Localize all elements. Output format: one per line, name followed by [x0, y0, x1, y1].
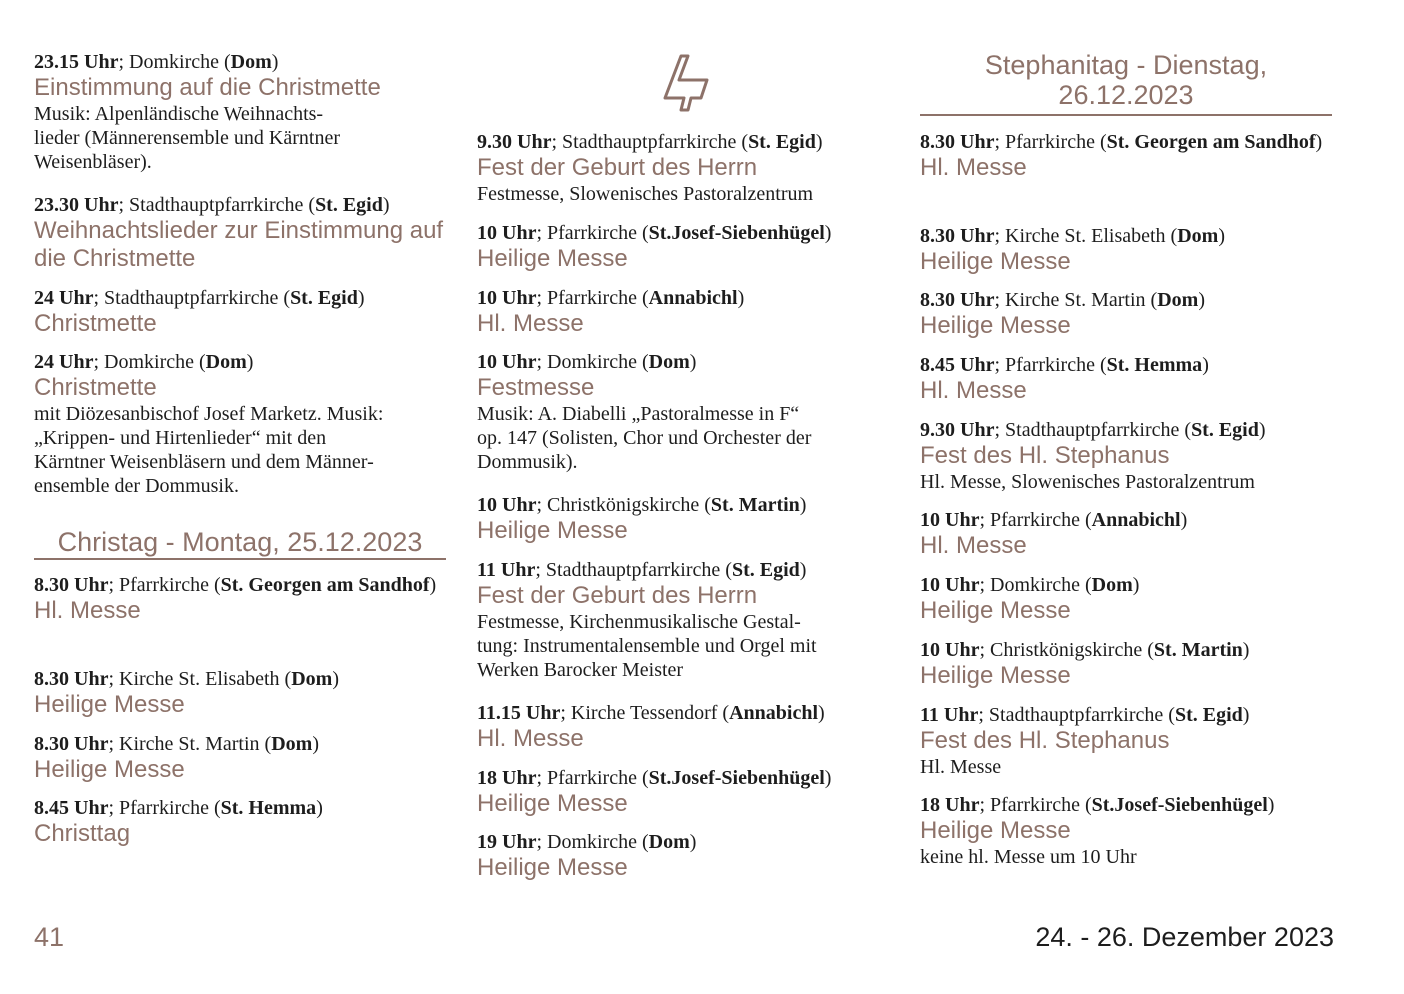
paren-close: ) [799, 559, 807, 581]
service-entry [34, 50, 446, 174]
service-title: Heilige Messe [920, 597, 1071, 624]
separator: ; [536, 222, 548, 244]
service-time-location [920, 224, 1332, 248]
service-entry [920, 508, 1332, 560]
parish-name: St. Egid [1174, 704, 1243, 726]
church-name: Pfarrkirche [1005, 131, 1095, 153]
paren-open: ( [1145, 289, 1158, 311]
parish-name: St. Hemma [1106, 354, 1203, 376]
church-name: Pfarrkirche [990, 509, 1080, 531]
paren-close: ) [1315, 131, 1323, 153]
paren-open: ( [1142, 639, 1154, 661]
service-time-location [920, 573, 1332, 597]
paren-close: ) [1132, 574, 1140, 596]
parish-name: Annabichl [648, 287, 738, 309]
paren-open: ( [1094, 131, 1107, 153]
service-entry [920, 638, 1332, 690]
paren-close: ) [737, 287, 745, 309]
service-time-location [34, 286, 446, 310]
paren-open: ( [717, 702, 730, 724]
service-time-location [477, 558, 891, 582]
service-time-location [920, 703, 1332, 727]
service-time: 23.30 Uhr [34, 194, 119, 216]
parish-name: St. Hemma [220, 797, 317, 819]
page-number: 41 [34, 922, 65, 952]
separator: ; [536, 767, 548, 789]
service-time: 9.30 Uhr [477, 131, 552, 153]
paren-open: ( [278, 287, 291, 309]
paren-close: ) [271, 51, 279, 73]
service-entry [34, 286, 446, 338]
parish-name: St. Georgen am Sandhof [1106, 131, 1316, 153]
service-entry [920, 418, 1332, 494]
service-title: Heilige Messe [920, 312, 1071, 339]
service-title: Christtag [34, 820, 131, 847]
service-title: Fest des Hl. Stephanus [920, 727, 1170, 754]
service-entry [477, 286, 891, 338]
paren-open: ( [1094, 354, 1107, 376]
church-name: Stadthauptpfarrkirche [562, 131, 737, 153]
service-time-location [477, 701, 891, 725]
separator: ; [118, 51, 130, 73]
service-title: Hl. Messe [34, 597, 141, 624]
separator: ; [536, 351, 548, 373]
service-title: Hl. Messe [477, 310, 584, 337]
parish-name: Dom [291, 668, 333, 690]
service-time: 10 Uhr [477, 287, 537, 309]
paren-close: ) [1267, 794, 1275, 816]
paren-close: ) [316, 797, 323, 819]
service-time: 11 Uhr [477, 559, 536, 581]
service-time-location [34, 796, 446, 820]
section-divider [34, 558, 446, 560]
separator: ; [994, 225, 1006, 247]
parish-name: Dom [1157, 289, 1199, 311]
separator: ; [994, 131, 1006, 153]
service-entry [920, 793, 1332, 869]
parish-name: Dom [648, 351, 690, 373]
paren-close: ) [357, 287, 365, 309]
service-time: 10 Uhr [920, 574, 980, 596]
church-name: Kirche St. Martin [119, 733, 260, 755]
outlined-cross-icon [655, 52, 711, 112]
separator: ; [536, 831, 548, 853]
paren-close: ) [312, 733, 319, 755]
service-time-location [477, 286, 891, 310]
paren-open: ( [303, 194, 316, 216]
service-title: Heilige Messe [920, 662, 1071, 689]
service-time: 8.30 Uhr [920, 131, 995, 153]
parish-name: Dom [271, 733, 313, 755]
church-name: Christkönigskirche [547, 494, 700, 516]
parish-name: St.Josef-Siebenhügel [1091, 794, 1268, 816]
service-time-location [920, 130, 1332, 154]
service-time: 10 Uhr [477, 351, 537, 373]
service-time-location [477, 766, 891, 790]
service-time: 9.30 Uhr [920, 419, 995, 441]
service-time-location [920, 288, 1332, 312]
service-time: 8.45 Uhr [920, 354, 995, 376]
service-time: 11.15 Uhr [477, 702, 561, 724]
paren-open: ( [720, 559, 732, 581]
service-time-location [34, 193, 446, 217]
service-time-location [920, 793, 1332, 817]
paren-open: ( [636, 767, 649, 789]
separator: ; [979, 794, 991, 816]
service-entry [477, 493, 891, 545]
service-time: 24 Uhr [34, 287, 94, 309]
church-name: Domkirche [129, 51, 219, 73]
paren-open: ( [279, 668, 292, 690]
parish-name: St.Josef-Siebenhügel [648, 767, 825, 789]
service-time: 8.30 Uhr [920, 289, 995, 311]
church-name: Stadthauptpfarrkirche [1005, 419, 1180, 441]
service-time-location [477, 830, 891, 854]
separator: ; [994, 419, 1006, 441]
section-heading-stephanitag: Stephanitag - Dienstag, 26.12.2023 [984, 50, 1268, 110]
separator: ; [108, 574, 120, 596]
service-title: Heilige Messe [34, 756, 185, 783]
paren-close: ) [689, 831, 697, 853]
service-title: Weihnachtslieder zur Einstimmung auf die Christmette [34, 217, 444, 272]
service-title: Hl. Messe [477, 725, 584, 752]
service-entry [34, 667, 446, 719]
service-description: Hl. Messe, Slowenisches Pastoralzentrum [920, 471, 1255, 493]
church-name: Stadthauptpfarrkirche [988, 704, 1164, 726]
paren-open: ( [194, 351, 206, 373]
paren-open: ( [636, 287, 649, 309]
service-time: 10 Uhr [477, 494, 537, 516]
parish-name: Dom [648, 831, 690, 853]
separator: ; [560, 702, 571, 724]
separator: ; [979, 639, 991, 661]
service-time: 8.30 Uhr [34, 668, 109, 690]
parish-name: Annabichl [1091, 509, 1181, 531]
church-name: Kirche St. Elisabeth [1005, 225, 1166, 247]
service-description: Musik: A. Diabelli „Pastoralmesse in F“ op. 147 (Solisten, Chor und Orchester der Dommusik). [477, 403, 812, 473]
service-time-location [34, 732, 446, 756]
service-time: 19 Uhr [477, 831, 537, 853]
paren-close: ) [818, 702, 825, 724]
church-name: Domkirche [547, 831, 637, 853]
section-heading-christag: Christag - Montag, 25.12.2023 [57, 527, 423, 557]
service-entry [920, 573, 1332, 625]
paren-open: ( [1079, 509, 1092, 531]
paren-close: ) [1180, 509, 1188, 531]
church-name: Stadthauptpfarrkirche [129, 194, 304, 216]
paren-close: ) [1242, 704, 1250, 726]
paren-open: ( [219, 51, 231, 73]
service-entry [920, 288, 1332, 340]
separator: ; [535, 559, 546, 581]
service-entry [920, 224, 1332, 276]
paren-close: ) [1198, 289, 1205, 311]
separator: ; [118, 194, 130, 216]
paren-close: ) [382, 194, 390, 216]
service-time: 8.30 Uhr [34, 733, 109, 755]
service-entry [34, 796, 446, 848]
separator: ; [108, 797, 120, 819]
section-divider [920, 114, 1332, 116]
separator: ; [536, 494, 548, 516]
service-entry [477, 558, 891, 682]
date-range: 24. - 26. Dezember 2023 [1035, 922, 1334, 952]
separator: ; [978, 704, 989, 726]
church-name: Stadthauptpfarrkirche [104, 287, 279, 309]
service-title: Einstimmung auf die Christmette [34, 74, 381, 101]
separator: ; [108, 733, 120, 755]
church-name: Christkönigskirche [990, 639, 1143, 661]
parish-name: Dom [205, 351, 247, 373]
paren-open: ( [1079, 794, 1092, 816]
service-title: Hl. Messe [920, 532, 1027, 559]
service-entry [34, 350, 446, 498]
church-name: Kirche Tessendorf [570, 702, 718, 724]
separator: ; [536, 287, 548, 309]
service-time-location [34, 667, 446, 691]
service-title: Fest der Geburt des Herrn [477, 582, 758, 609]
service-time: 23.15 Uhr [34, 51, 119, 73]
service-time: 18 Uhr [477, 767, 537, 789]
service-time: 10 Uhr [477, 222, 537, 244]
church-name: Domkirche [547, 351, 637, 373]
service-entry [920, 353, 1332, 405]
parish-name: St. Martin [1153, 639, 1243, 661]
service-title: Hl. Messe [920, 154, 1027, 181]
service-title: Heilige Messe [477, 790, 628, 817]
service-entry [920, 703, 1332, 779]
separator: ; [994, 289, 1006, 311]
service-time-location [920, 353, 1332, 377]
paren-close: ) [689, 351, 697, 373]
service-time: 8.30 Uhr [920, 225, 995, 247]
service-time: 18 Uhr [920, 794, 980, 816]
paren-open: ( [636, 222, 649, 244]
service-time-location [477, 221, 891, 245]
church-name: Stadthauptpfarrkirche [545, 559, 721, 581]
service-title: Heilige Messe [920, 248, 1071, 275]
service-time-location [477, 130, 891, 154]
paren-close: ) [1242, 639, 1250, 661]
service-entry [477, 701, 891, 753]
service-entry [477, 766, 891, 818]
service-entry [477, 130, 891, 206]
parish-name: Dom [1177, 225, 1219, 247]
service-time: 24 Uhr [34, 351, 94, 373]
paren-close: ) [824, 222, 832, 244]
service-title: Fest der Geburt des Herrn [477, 154, 758, 181]
church-name: Pfarrkirche [119, 574, 209, 596]
service-time: 10 Uhr [920, 639, 980, 661]
paren-close: ) [1218, 225, 1225, 247]
parish-name: St. Georgen am Sandhof [220, 574, 430, 596]
service-entry [477, 350, 891, 474]
church-name: Domkirche [990, 574, 1080, 596]
separator: ; [979, 574, 991, 596]
paren-open: ( [208, 797, 221, 819]
separator: ; [551, 131, 563, 153]
service-title: Christmette [34, 310, 157, 337]
service-time-location [477, 493, 891, 517]
parish-name: Annabichl [729, 702, 819, 724]
paren-open: ( [1080, 574, 1092, 596]
paren-open: ( [1163, 704, 1175, 726]
service-time-location [920, 508, 1332, 532]
paren-open: ( [1179, 419, 1192, 441]
service-title: Heilige Messe [34, 691, 185, 718]
service-entry [34, 573, 446, 625]
service-time-location [920, 638, 1332, 662]
church-name: Kirche St. Elisabeth [119, 668, 280, 690]
paren-open: ( [699, 494, 711, 516]
service-time: 10 Uhr [920, 509, 980, 531]
service-entry [34, 732, 446, 784]
paren-open: ( [736, 131, 749, 153]
service-description: mit Diözesanbischof Josef Marketz. Musik: „Krippen- und Hirtenlieder“ mit den Kärntner Weisenbläsern und dem Männer- ensemble der Dommusik. [34, 403, 384, 497]
separator: ; [93, 351, 105, 373]
church-name: Pfarrkirche [1005, 354, 1095, 376]
church-name: Pfarrkirche [547, 767, 637, 789]
service-title: Heilige Messe [477, 517, 628, 544]
paren-close: ) [824, 767, 832, 789]
service-description: Musik: Alpenländische Weihnachts- lieder (Männerensemble und Kärntner Weisenbläser). [34, 103, 340, 173]
service-description: Festmesse, Slowenisches Pastoralzentrum [477, 183, 814, 205]
service-entry [920, 130, 1332, 182]
service-description: keine hl. Messe um 10 Uhr [920, 846, 1137, 868]
paren-close: ) [246, 351, 254, 373]
service-time-location [477, 350, 891, 374]
separator: ; [994, 354, 1006, 376]
paren-close: ) [332, 668, 339, 690]
church-name: Pfarrkirche [119, 797, 209, 819]
parish-name: St.Josef-Siebenhügel [648, 222, 825, 244]
parish-name: Dom [230, 51, 272, 73]
parish-name: St. Egid [315, 194, 383, 216]
service-entry [34, 193, 446, 273]
parish-name: St. Egid [290, 287, 358, 309]
church-name: Pfarrkirche [990, 794, 1080, 816]
church-name: Kirche St. Martin [1005, 289, 1146, 311]
service-title: Christmette [34, 374, 157, 401]
service-time: 8.30 Uhr [34, 574, 109, 596]
paren-open: ( [208, 574, 221, 596]
service-entry [477, 221, 891, 273]
church-name: Pfarrkirche [547, 222, 637, 244]
service-title: Festmesse [477, 374, 595, 401]
service-time: 11 Uhr [920, 704, 979, 726]
paren-close: ) [1258, 419, 1266, 441]
paren-close: ) [799, 494, 807, 516]
paren-open: ( [259, 733, 272, 755]
separator: ; [108, 668, 120, 690]
service-title: Heilige Messe [920, 817, 1071, 844]
parish-name: Dom [1091, 574, 1133, 596]
paren-close: ) [429, 574, 437, 596]
service-description: Hl. Messe [920, 756, 1002, 778]
service-description: Festmesse, Kirchenmusikalische Gestal- tung: Instrumentalensemble und Orgel mit Werken Barocker Meister [477, 611, 817, 681]
service-title: Heilige Messe [477, 854, 628, 881]
separator: ; [979, 509, 991, 531]
service-time-location [920, 418, 1332, 442]
parish-name: St. Egid [731, 559, 800, 581]
service-entry [477, 830, 891, 882]
paren-close: ) [1202, 354, 1209, 376]
paren-open: ( [637, 831, 649, 853]
paren-open: ( [637, 351, 649, 373]
service-time-location [34, 50, 446, 74]
church-name: Pfarrkirche [547, 287, 637, 309]
separator: ; [93, 287, 105, 309]
paren-open: ( [1165, 225, 1178, 247]
service-title: Hl. Messe [920, 377, 1027, 404]
parish-name: St. Egid [748, 131, 816, 153]
service-time-location [34, 573, 446, 597]
service-time-location [34, 350, 446, 374]
parish-name: St. Egid [1191, 419, 1259, 441]
service-title: Fest des Hl. Stephanus [920, 442, 1170, 469]
church-name: Domkirche [104, 351, 194, 373]
service-title: Heilige Messe [477, 245, 628, 272]
parish-name: St. Martin [710, 494, 800, 516]
service-time: 8.45 Uhr [34, 797, 109, 819]
paren-close: ) [815, 131, 823, 153]
